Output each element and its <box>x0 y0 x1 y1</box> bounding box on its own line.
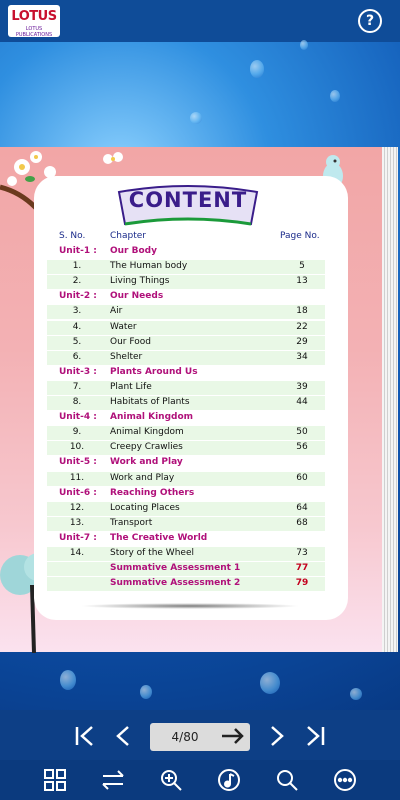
column-header-chapter: Chapter <box>110 231 146 241</box>
content-title: CONTENT <box>128 188 248 212</box>
chapter-row[interactable] <box>47 275 325 289</box>
unit-row[interactable] <box>47 487 325 501</box>
chapter-title: Air <box>110 306 123 317</box>
first-page-icon <box>72 723 98 749</box>
water-drop <box>140 685 152 699</box>
next-page-icon <box>264 723 290 749</box>
serial-number: 11. <box>69 472 85 483</box>
page-number: 29 <box>296 336 308 347</box>
last-page-button[interactable] <box>300 723 330 751</box>
logo-subtext: LOTUS PUBLICATIONS <box>15 26 53 38</box>
serial-number: 9. <box>72 427 82 438</box>
unit-label: Unit-4 : <box>59 412 97 423</box>
water-drop <box>330 90 340 102</box>
water-drop <box>60 670 76 690</box>
chapter-title: Habitats of Plants <box>110 397 190 407</box>
go-button[interactable] <box>218 723 248 751</box>
page-number: 77 <box>295 563 309 574</box>
chapter-title: Work and Play <box>110 472 175 483</box>
unit-label: Unit-5 : <box>59 457 97 468</box>
page-number: 60 <box>296 472 308 483</box>
serial-number: 1. <box>72 261 82 272</box>
serial-number: 5. <box>72 336 82 347</box>
unit-title: Our Body <box>110 246 157 256</box>
flower-decoration <box>100 149 128 169</box>
music-icon <box>216 767 242 793</box>
chapter-row[interactable] <box>47 321 325 335</box>
page-indicator[interactable]: 4/80 <box>171 730 199 744</box>
chapter-title: Transport <box>110 517 153 528</box>
unit-title: The Creative World <box>110 532 208 543</box>
chapter-title: Creepy Crawlies <box>110 442 183 453</box>
first-page-button[interactable] <box>70 723 100 751</box>
next-page-button[interactable] <box>262 723 292 751</box>
chapter-title: Shelter <box>110 351 143 362</box>
water-drop <box>350 688 362 700</box>
water-drop <box>190 112 202 124</box>
chapter-row[interactable] <box>47 351 325 365</box>
last-page-icon <box>302 723 328 749</box>
go-arrow-icon <box>220 723 246 749</box>
page-number: 50 <box>296 427 308 438</box>
serial-number: 8. <box>72 397 82 407</box>
chapter-title: Story of the Wheel <box>110 548 194 558</box>
chapter-title: Our Food <box>110 336 151 347</box>
page-jump-box[interactable] <box>150 723 250 751</box>
chapter-title: Living Things <box>110 276 170 287</box>
serial-number: 12. <box>69 502 85 513</box>
chapter-row[interactable] <box>47 305 325 319</box>
unit-row[interactable] <box>47 290 325 304</box>
page-number: 79 <box>295 578 309 589</box>
page-number: 18 <box>296 306 308 317</box>
chapter-row[interactable] <box>47 396 325 410</box>
unit-row[interactable] <box>47 366 325 380</box>
app-header <box>0 0 400 42</box>
page-number: 34 <box>296 351 308 362</box>
serial-number: 13. <box>69 517 85 528</box>
serial-number: 7. <box>72 381 82 392</box>
page-number: 73 <box>296 548 308 558</box>
chapter-title: Plant Life <box>110 381 152 392</box>
card-shadow <box>80 603 300 609</box>
unit-label: Unit-1 : <box>59 246 97 256</box>
water-drop <box>260 672 280 694</box>
page-number: 44 <box>296 397 308 407</box>
page-number: 5 <box>299 261 305 272</box>
thumbnails-icon <box>42 767 68 793</box>
chapter-row[interactable] <box>47 260 325 274</box>
chapter-row[interactable] <box>47 381 325 395</box>
unit-row[interactable] <box>47 456 325 470</box>
zoom-in-button[interactable] <box>158 767 184 793</box>
chapter-title: Water <box>110 321 137 332</box>
lotus-logo[interactable] <box>8 5 60 37</box>
logo-text: LOTUS <box>11 9 57 24</box>
page-number: 13 <box>296 276 308 287</box>
chapter-row[interactable] <box>47 502 325 516</box>
prev-page-icon <box>110 723 136 749</box>
assessment-row[interactable] <box>47 577 325 591</box>
serial-number: 14. <box>69 548 85 558</box>
water-drop <box>250 60 264 78</box>
water-drop <box>300 40 308 50</box>
assessment-row[interactable] <box>47 562 325 576</box>
search-button[interactable] <box>274 767 300 793</box>
chapter-row[interactable] <box>47 336 325 350</box>
more-icon <box>332 767 358 793</box>
unit-title: Our Needs <box>110 291 164 302</box>
chapter-title: Animal Kingdom <box>110 427 184 438</box>
chapter-title: The Human body <box>110 261 188 272</box>
help-button[interactable] <box>358 9 382 33</box>
chapter-title: Locating Places <box>110 502 180 513</box>
serial-number: 10. <box>69 442 85 453</box>
column-header-page: Page No. <box>280 231 320 241</box>
flip-mode-icon <box>100 767 126 793</box>
serial-number: 2. <box>72 276 82 287</box>
chapter-title: Summative Assessment 1 <box>110 563 241 574</box>
prev-page-button[interactable] <box>108 723 138 751</box>
chapter-title: Summative Assessment 2 <box>110 578 241 589</box>
music-button[interactable] <box>216 767 242 793</box>
unit-title: Plants Around Us <box>110 366 198 377</box>
serial-number: 4. <box>72 321 82 332</box>
unit-row[interactable] <box>47 532 325 546</box>
thumbnails-button[interactable] <box>42 767 68 793</box>
page-number: 64 <box>296 502 308 513</box>
column-header-sno: S. No. <box>59 231 86 241</box>
page-number: 22 <box>296 321 308 332</box>
chapter-row[interactable] <box>47 426 325 440</box>
search-icon <box>274 767 300 793</box>
flip-mode-button[interactable] <box>100 767 126 793</box>
more-button[interactable] <box>332 767 358 793</box>
unit-title: Reaching Others <box>110 487 195 498</box>
unit-label: Unit-6 : <box>59 487 97 498</box>
page-number: 39 <box>296 381 308 392</box>
chapter-row[interactable] <box>47 441 325 455</box>
serial-number: 6. <box>72 351 82 362</box>
unit-label: Unit-3 : <box>59 366 97 377</box>
unit-title: Work and Play <box>110 457 183 468</box>
zoom-in-icon <box>158 767 184 793</box>
unit-label: Unit-2 : <box>59 291 97 302</box>
unit-title: Animal Kingdom <box>110 412 194 423</box>
page-number: 56 <box>296 442 308 453</box>
unit-row[interactable] <box>47 245 325 259</box>
chapter-row[interactable] <box>47 547 325 561</box>
chapter-row[interactable] <box>47 472 325 486</box>
page-stack-edge <box>382 147 398 652</box>
chapter-row[interactable] <box>47 517 325 531</box>
help-icon: ? <box>365 13 375 29</box>
serial-number: 3. <box>72 306 82 317</box>
page-number: 68 <box>296 517 308 528</box>
unit-label: Unit-7 : <box>59 532 97 543</box>
unit-row[interactable] <box>47 411 325 425</box>
